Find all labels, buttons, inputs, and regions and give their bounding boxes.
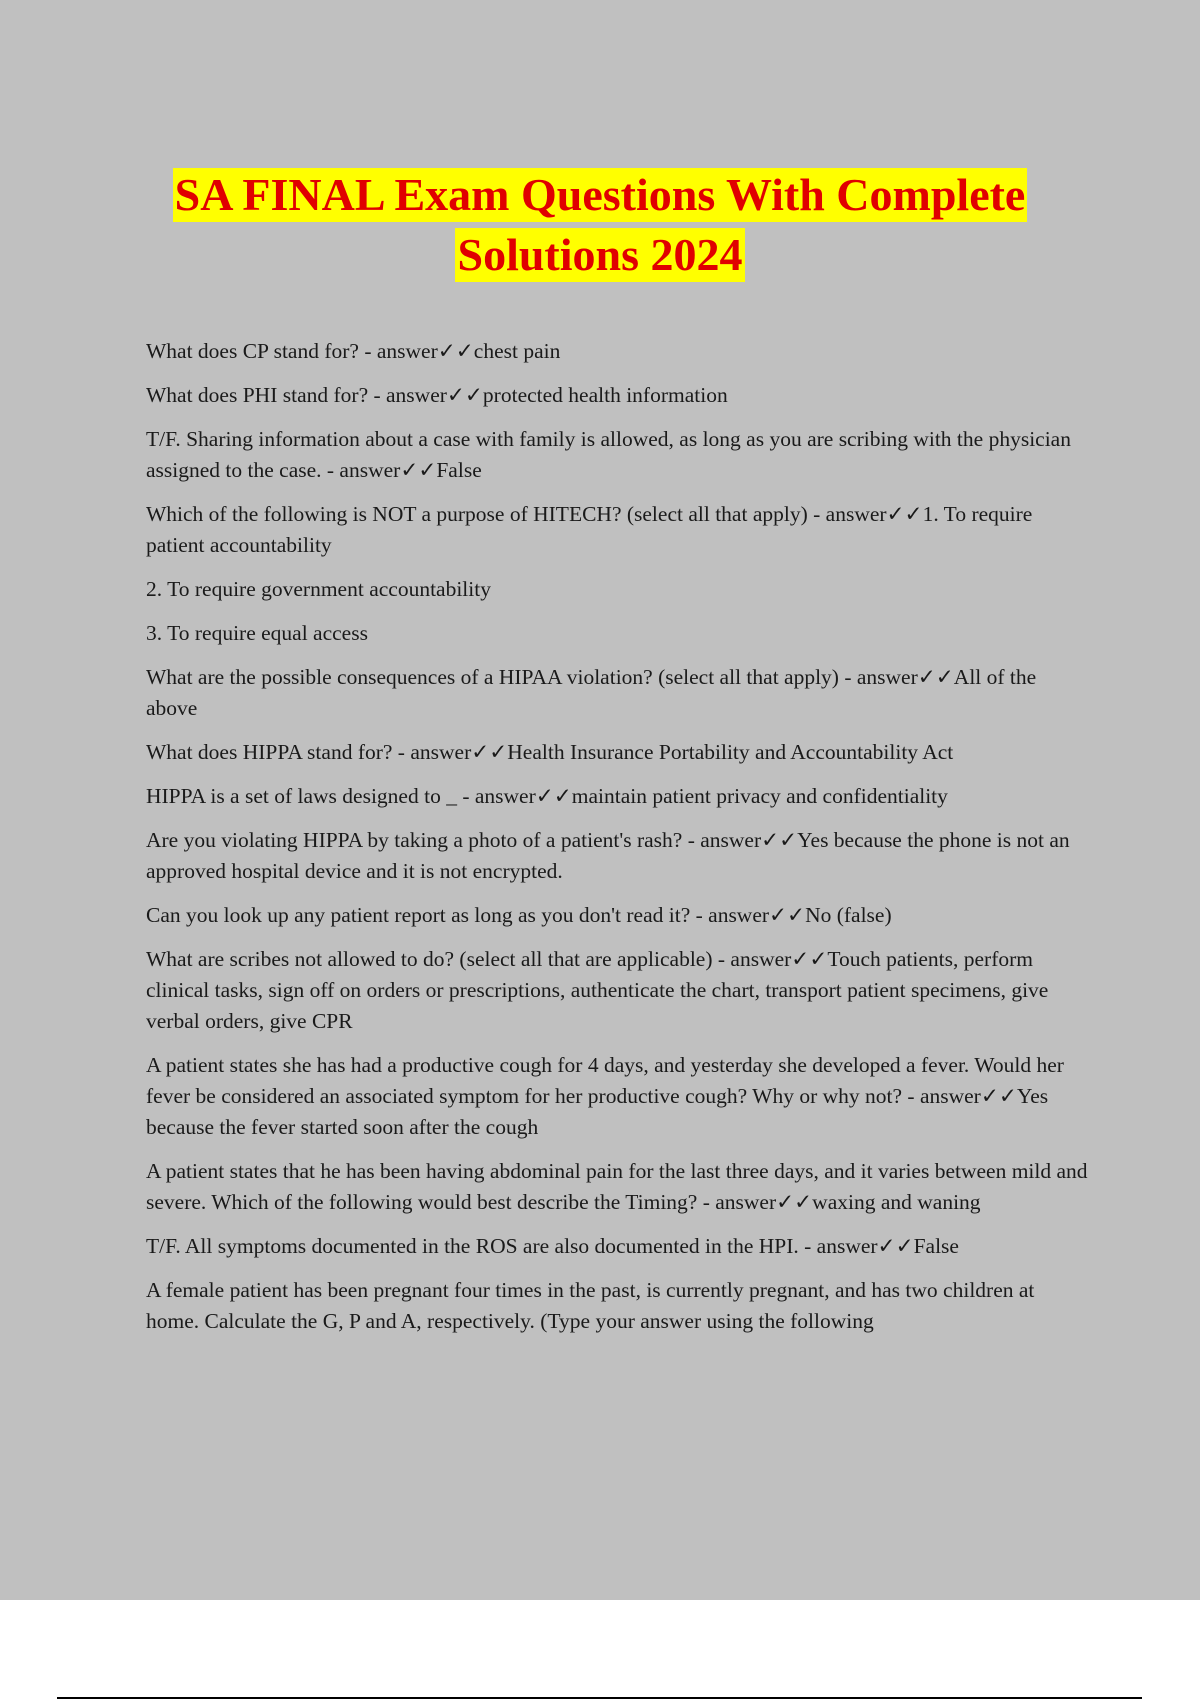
title-line-2: Solutions 2024 xyxy=(457,229,743,280)
qa-paragraph: A patient states that he has been having abdominal pain for the last three days, and it varies between mild and severe. Which of the following would best describe the Timing? - answer✓✓waxing and waning xyxy=(146,1159,1088,1214)
qa-paragraph: 3. To require equal access xyxy=(146,621,368,645)
qa-paragraph: What does CP stand for? - answer✓✓chest pain xyxy=(146,339,561,363)
qa-paragraph: A female patient has been pregnant four times in the past, is currently pregnant, and has two children at home. Calculate the G, P and A, respectively. (Type your answer using the following xyxy=(146,1278,1035,1333)
qa-paragraph: T/F. All symptoms documented in the ROS are also documented in the HPI. - answer✓✓False xyxy=(146,1234,959,1258)
qa-paragraph: What are the possible consequences of a HIPAA violation? (select all that apply) - answer✓✓All of the above xyxy=(146,665,1037,720)
qa-paragraph: HIPPA is a set of laws designed to _ - answer✓✓maintain patient privacy and confidentiality xyxy=(146,784,948,808)
question-answer-list xyxy=(146,336,1090,1350)
qa-paragraph: 2. To require government accountability xyxy=(146,577,491,601)
footer-rule xyxy=(57,1697,1142,1699)
document-title xyxy=(0,168,1200,288)
qa-paragraph: What does HIPPA stand for? - answer✓✓Health Insurance Portability and Accountability Act xyxy=(146,740,954,764)
qa-paragraph: Which of the following is NOT a purpose of HITECH? (select all that apply) - answer✓✓1. To require patient accountability xyxy=(146,502,1033,557)
title-line-1: SA FINAL Exam Questions With Complete xyxy=(174,169,1026,220)
qa-paragraph: What does PHI stand for? - answer✓✓protected health information xyxy=(146,383,728,407)
qa-paragraph: A patient states she has had a productive cough for 4 days, and yesterday she developed a fever. Would her fever be considered an associated symptom for her productive cough? Why or why not? - answer✓✓Yes because the fever started soon after the cough xyxy=(146,1053,1064,1139)
qa-paragraph: Are you violating HIPPA by taking a photo of a patient's rash? - answer✓✓Yes because the phone is not an approved hospital device and it is not encrypted. xyxy=(146,828,1070,883)
qa-paragraph: Can you look up any patient report as long as you don't read it? - answer✓✓No (false) xyxy=(146,903,892,927)
qa-paragraph: T/F. Sharing information about a case with family is allowed, as long as you are scribing with the physician assigned to the case. - answer✓✓False xyxy=(146,427,1071,482)
qa-paragraph: What are scribes not allowed to do? (select all that are applicable) - answer✓✓Touch patients, perform clinical tasks, sign off on orders or prescriptions, authenticate the chart, transport patient specimens, give verbal orders, give CPR xyxy=(146,947,1049,1033)
